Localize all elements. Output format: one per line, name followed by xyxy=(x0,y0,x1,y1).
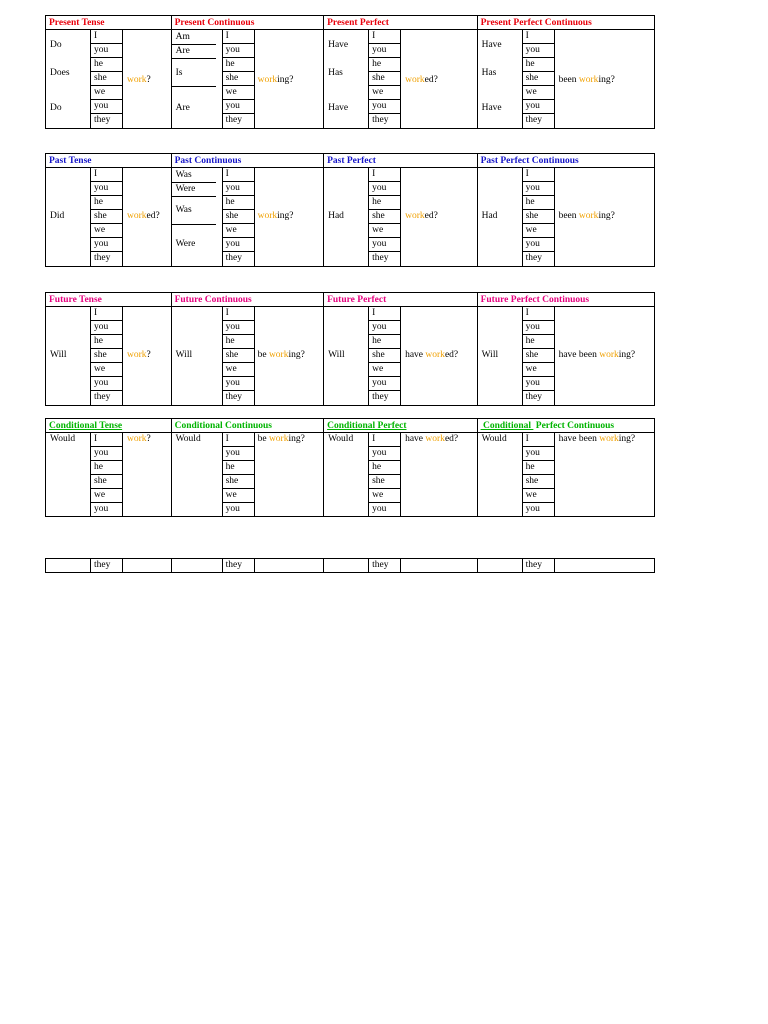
section-title: Future Continuous xyxy=(172,293,324,307)
pronoun-cell: we xyxy=(91,86,122,100)
verb-suffix: ing? xyxy=(277,75,294,85)
pronoun-cell: I xyxy=(91,30,122,44)
pronoun-cell: he xyxy=(523,335,554,349)
pronoun-column xyxy=(522,168,555,266)
pronoun-cell: you xyxy=(91,100,122,114)
pronoun-cell: they xyxy=(94,253,111,263)
pronoun-cell: he xyxy=(91,461,122,475)
pronoun-cell: I xyxy=(223,433,254,447)
pronoun-cell: they xyxy=(372,115,389,125)
pronoun-cell: they xyxy=(372,560,389,570)
cell-divider xyxy=(172,224,216,225)
pronoun-column xyxy=(222,30,255,128)
section-title: Past Tense xyxy=(46,154,171,168)
pronoun-cell: you xyxy=(223,321,254,335)
pronoun-cell: they xyxy=(525,253,542,263)
pronoun-column xyxy=(368,168,401,266)
verb-form xyxy=(405,433,458,446)
pronoun-column xyxy=(222,307,255,405)
section-title-text: Conditional Tense xyxy=(49,421,123,431)
pronoun-cell: we xyxy=(523,86,554,100)
pronoun-cell: you xyxy=(223,100,254,114)
section-title: Present Perfect Continuous xyxy=(478,16,654,30)
past-simple-section xyxy=(46,154,172,266)
verb-form xyxy=(559,210,615,223)
present-perfect-continuous-section xyxy=(478,16,654,128)
pronoun-column xyxy=(222,559,255,572)
pronoun-cell: we xyxy=(369,363,400,377)
pronoun-cell: I xyxy=(523,307,554,321)
pronoun-cell: they xyxy=(525,115,542,125)
verb-stem: work xyxy=(127,350,147,360)
auxiliary-verb: Does xyxy=(50,68,70,78)
auxiliary-verb: Had xyxy=(328,211,344,221)
overflow-cell xyxy=(324,559,478,572)
past-continuous-section xyxy=(172,154,325,266)
pronoun-cell: he xyxy=(369,196,400,210)
auxiliary-verb: Are xyxy=(175,46,190,56)
pronoun-cell: we xyxy=(523,363,554,377)
pronoun-cell: he xyxy=(369,461,400,475)
pronoun-column xyxy=(522,307,555,405)
pronoun-cell: I xyxy=(223,168,254,182)
pronoun-cell: she xyxy=(369,349,400,363)
verb-prefix: been xyxy=(558,75,579,85)
auxiliary-verb: Were xyxy=(175,184,196,194)
verb-prefix: have xyxy=(405,350,426,360)
pronoun-cell: she xyxy=(523,475,554,489)
pronoun-cell: we xyxy=(523,224,554,238)
section-title-rest: Perfect Continuous xyxy=(533,421,615,431)
pronoun-cell: she xyxy=(91,210,122,224)
pronoun-column xyxy=(90,433,123,516)
pronoun-cell: you xyxy=(225,504,240,514)
pronoun-cell: you xyxy=(91,447,122,461)
pronoun-cell: we xyxy=(369,224,400,238)
pronoun-cell: I xyxy=(91,433,122,447)
verb-form xyxy=(127,210,160,223)
pronoun-cell: she xyxy=(223,475,254,489)
pronoun-cell: we xyxy=(369,489,400,503)
pronoun-cell: I xyxy=(369,307,400,321)
pronoun-cell: you xyxy=(369,447,400,461)
verb-suffix: ? xyxy=(146,75,151,85)
pronoun-cell: he xyxy=(523,58,554,72)
verb-stem: work xyxy=(127,211,147,221)
pronoun-cell: you xyxy=(523,238,554,252)
auxiliary-verb: Would xyxy=(50,434,76,444)
pronoun-cell: we xyxy=(91,363,122,377)
auxiliary-verb: Were xyxy=(175,239,196,249)
auxiliary-verb: Would xyxy=(175,434,201,444)
verb-form xyxy=(127,349,151,362)
pronoun-cell: you xyxy=(369,377,400,391)
section-title-text: Conditional Perfect xyxy=(327,421,407,431)
verb-suffix: ing? xyxy=(288,350,305,360)
pronoun-cell: he xyxy=(223,335,254,349)
auxiliary-verb: Was xyxy=(175,205,192,215)
auxiliary-verb: Was xyxy=(175,170,192,180)
verb-stem: work xyxy=(127,434,147,444)
pronoun-cell: I xyxy=(91,168,122,182)
pronoun-cell: you xyxy=(369,44,400,58)
future-simple-section xyxy=(46,293,172,405)
verb-prefix: be xyxy=(257,434,269,444)
auxiliary-verb: Am xyxy=(175,32,190,42)
pronoun-cell: she xyxy=(223,349,254,363)
section-title: Future Tense xyxy=(46,293,171,307)
pronoun-column xyxy=(522,433,555,516)
conditional-perfect-continuous-section xyxy=(478,419,654,516)
verb-suffix: ed? xyxy=(444,350,459,360)
verb-stem: work xyxy=(405,75,425,85)
verb-stem: work xyxy=(425,434,445,444)
section-title xyxy=(478,419,654,433)
verb-form xyxy=(559,433,636,446)
auxiliary-verb: Has xyxy=(481,68,497,78)
pronoun-cell: I xyxy=(91,307,122,321)
section-title: Future Perfect Continuous xyxy=(478,293,654,307)
auxiliary-verb: Would xyxy=(328,434,354,444)
verb-suffix: ing? xyxy=(618,350,636,360)
verb-suffix: ed? xyxy=(146,211,160,221)
section-title: Past Continuous xyxy=(172,154,324,168)
pronoun-column xyxy=(90,168,123,266)
pronoun-cell: I xyxy=(369,30,400,44)
verb-suffix: ing? xyxy=(618,434,636,444)
pronoun-cell: he xyxy=(91,335,122,349)
past-tenses-table xyxy=(45,153,655,267)
overflow-cell xyxy=(172,559,325,572)
pronoun-cell: she xyxy=(91,349,122,363)
verb-stem: work xyxy=(578,211,599,221)
pronoun-cell: she xyxy=(523,349,554,363)
section-title: Future Perfect xyxy=(324,293,477,307)
auxiliary-verb: Are xyxy=(175,103,190,113)
cell-divider xyxy=(172,196,216,197)
conditional-tenses-table xyxy=(45,418,655,517)
pronoun-cell: you xyxy=(91,377,122,391)
future-perfect-section xyxy=(324,293,478,405)
pronoun-cell: we xyxy=(223,86,254,100)
overflow-cell xyxy=(46,559,172,572)
auxiliary-verb: Do xyxy=(50,40,62,50)
verb-form xyxy=(405,74,438,87)
auxiliary-verb: Have xyxy=(481,40,502,50)
pronoun-cell: they xyxy=(94,392,111,402)
pronoun-cell: you xyxy=(523,100,554,114)
section-title xyxy=(46,419,171,433)
verb-suffix: ? xyxy=(146,434,151,444)
verb-suffix: ed? xyxy=(424,75,438,85)
section-title xyxy=(324,419,477,433)
verb-form xyxy=(559,349,636,362)
pronoun-cell: he xyxy=(369,58,400,72)
verb-stem: work xyxy=(257,211,278,221)
auxiliary-verb: Had xyxy=(481,211,498,221)
verb-suffix: ing? xyxy=(598,75,615,85)
verb-form xyxy=(258,433,305,446)
pronoun-cell: they xyxy=(225,253,242,263)
section-title: Present Tense xyxy=(46,16,171,30)
verb-prefix: been xyxy=(558,211,579,221)
pronoun-column xyxy=(368,30,401,128)
pronoun-cell: you xyxy=(223,44,254,58)
pronoun-cell: you xyxy=(223,182,254,196)
verb-stem: work xyxy=(578,75,599,85)
pronoun-cell: you xyxy=(369,321,400,335)
conditional-overflow-row xyxy=(45,558,655,573)
pronoun-cell: they xyxy=(94,115,111,125)
pronoun-cell: he xyxy=(91,58,122,72)
overflow-cell xyxy=(478,559,654,572)
verb-prefix: be xyxy=(257,350,269,360)
conditional-simple-section xyxy=(46,419,172,516)
pronoun-cell: we xyxy=(223,489,254,503)
pronoun-cell: you xyxy=(523,44,554,58)
pronoun-cell: you xyxy=(91,182,122,196)
pronoun-column xyxy=(522,559,555,572)
auxiliary-verb: Did xyxy=(50,211,65,221)
verb-form xyxy=(258,210,294,223)
pronoun-cell: you xyxy=(223,238,254,252)
pronoun-cell: she xyxy=(523,210,554,224)
pronoun-cell: she xyxy=(91,475,122,489)
pronoun-cell: you xyxy=(223,377,254,391)
verb-suffix: ? xyxy=(146,350,151,360)
pronoun-cell: we xyxy=(91,489,122,503)
section-title: Past Perfect xyxy=(324,154,477,168)
pronoun-cell: I xyxy=(223,307,254,321)
verb-form xyxy=(405,210,438,223)
pronoun-cell: you xyxy=(94,504,109,514)
pronoun-cell: he xyxy=(223,58,254,72)
verb-stem: work xyxy=(425,350,445,360)
verb-suffix: ing? xyxy=(288,434,305,444)
auxiliary-verb: Will xyxy=(328,350,345,360)
present-continuous-section xyxy=(172,16,325,128)
present-perfect-section xyxy=(324,16,478,128)
verb-prefix: have been xyxy=(558,434,600,444)
pronoun-cell: she xyxy=(223,72,254,86)
past-perfect-section xyxy=(324,154,478,266)
pronoun-cell: you xyxy=(369,100,400,114)
pronoun-cell: we xyxy=(91,224,122,238)
verb-prefix: have been xyxy=(558,350,600,360)
pronoun-cell: I xyxy=(523,30,554,44)
auxiliary-verb: Would xyxy=(481,434,507,444)
pronoun-cell: they xyxy=(372,253,389,263)
auxiliary-verb: Has xyxy=(328,68,343,78)
conditional-perfect-section xyxy=(324,419,478,516)
pronoun-cell: she xyxy=(369,210,400,224)
pronoun-cell: they xyxy=(525,392,542,402)
future-tenses-table xyxy=(45,292,655,406)
pronoun-cell: he xyxy=(369,335,400,349)
present-tenses-table xyxy=(45,15,655,129)
pronoun-column xyxy=(368,433,401,516)
pronoun-cell: you xyxy=(369,238,400,252)
future-perfect-continuous-section xyxy=(478,293,654,405)
cell-divider xyxy=(172,86,216,87)
verb-suffix: ed? xyxy=(424,211,438,221)
pronoun-cell: you xyxy=(523,182,554,196)
auxiliary-verb: Have xyxy=(328,103,349,113)
pronoun-cell: they xyxy=(225,560,242,570)
verb-form xyxy=(559,74,615,87)
auxiliary-verb: Have xyxy=(481,103,502,113)
section-title-underlined: Conditional xyxy=(480,421,534,431)
verb-suffix: ing? xyxy=(598,211,615,221)
pronoun-cell: I xyxy=(369,433,400,447)
pronoun-cell: she xyxy=(369,475,400,489)
auxiliary-verb: Is xyxy=(175,68,183,78)
future-continuous-section xyxy=(172,293,325,405)
verb-suffix: ing? xyxy=(277,211,294,221)
verb-stem: work xyxy=(257,75,278,85)
auxiliary-verb: Will xyxy=(175,350,193,360)
verb-form xyxy=(127,433,151,446)
pronoun-cell: you xyxy=(523,447,554,461)
pronoun-cell: you xyxy=(523,377,554,391)
pronoun-cell: he xyxy=(223,196,254,210)
pronoun-cell: you xyxy=(523,321,554,335)
pronoun-cell: they xyxy=(225,392,242,402)
pronoun-cell: I xyxy=(523,433,554,447)
verb-stem: work xyxy=(127,75,147,85)
conditional-continuous-section xyxy=(172,419,325,516)
pronoun-cell: they xyxy=(372,392,389,402)
pronoun-cell: he xyxy=(523,461,554,475)
pronoun-cell: you xyxy=(91,44,122,58)
auxiliary-verb: Have xyxy=(328,40,349,50)
pronoun-cell: I xyxy=(369,168,400,182)
past-perfect-continuous-section xyxy=(478,154,654,266)
pronoun-column xyxy=(90,559,123,572)
cell-divider xyxy=(172,182,216,183)
pronoun-cell: she xyxy=(369,72,400,86)
verb-form xyxy=(258,349,305,362)
verb-stem: work xyxy=(599,350,619,360)
section-title: Present Perfect xyxy=(324,16,477,30)
auxiliary-verb: Will xyxy=(481,350,499,360)
pronoun-cell: she xyxy=(523,72,554,86)
pronoun-column xyxy=(90,307,123,405)
section-title: Conditional Continuous xyxy=(172,419,324,433)
pronoun-cell: you xyxy=(91,321,122,335)
present-simple-section xyxy=(46,16,172,128)
pronoun-cell: they xyxy=(525,560,542,570)
pronoun-cell: she xyxy=(223,210,254,224)
pronoun-cell: she xyxy=(91,72,122,86)
pronoun-cell: he xyxy=(223,461,254,475)
auxiliary-verb: Will xyxy=(50,350,67,360)
pronoun-cell: we xyxy=(369,86,400,100)
pronoun-cell: you xyxy=(372,504,387,514)
cell-divider xyxy=(172,58,216,59)
pronoun-cell: you xyxy=(525,504,540,514)
pronoun-cell: I xyxy=(223,30,254,44)
section-title: Present Continuous xyxy=(172,16,324,30)
pronoun-cell: you xyxy=(369,182,400,196)
verb-stem: work xyxy=(405,211,425,221)
pronoun-cell: he xyxy=(523,196,554,210)
pronoun-cell: they xyxy=(225,115,242,125)
pronoun-column xyxy=(368,307,401,405)
verb-stem: work xyxy=(599,434,619,444)
verb-stem: work xyxy=(268,434,289,444)
section-title: Past Perfect Continuous xyxy=(478,154,654,168)
verb-suffix: ed? xyxy=(444,434,459,444)
pronoun-column xyxy=(90,30,123,128)
pronoun-cell: we xyxy=(223,363,254,377)
pronoun-cell: we xyxy=(223,224,254,238)
pronoun-cell: he xyxy=(91,196,122,210)
pronoun-column xyxy=(522,30,555,128)
pronoun-cell: they xyxy=(94,560,111,570)
pronoun-cell: you xyxy=(91,238,122,252)
verb-stem: work xyxy=(268,350,289,360)
verb-prefix: have xyxy=(405,434,426,444)
pronoun-column xyxy=(222,433,255,516)
pronoun-cell: we xyxy=(523,489,554,503)
cell-divider xyxy=(172,44,216,45)
auxiliary-verb: Do xyxy=(50,103,62,113)
pronoun-column xyxy=(368,559,401,572)
pronoun-cell: you xyxy=(223,447,254,461)
pronoun-cell: I xyxy=(523,168,554,182)
pronoun-column xyxy=(222,168,255,266)
verb-form xyxy=(405,349,458,362)
verb-form xyxy=(127,74,151,87)
verb-form xyxy=(258,74,294,87)
